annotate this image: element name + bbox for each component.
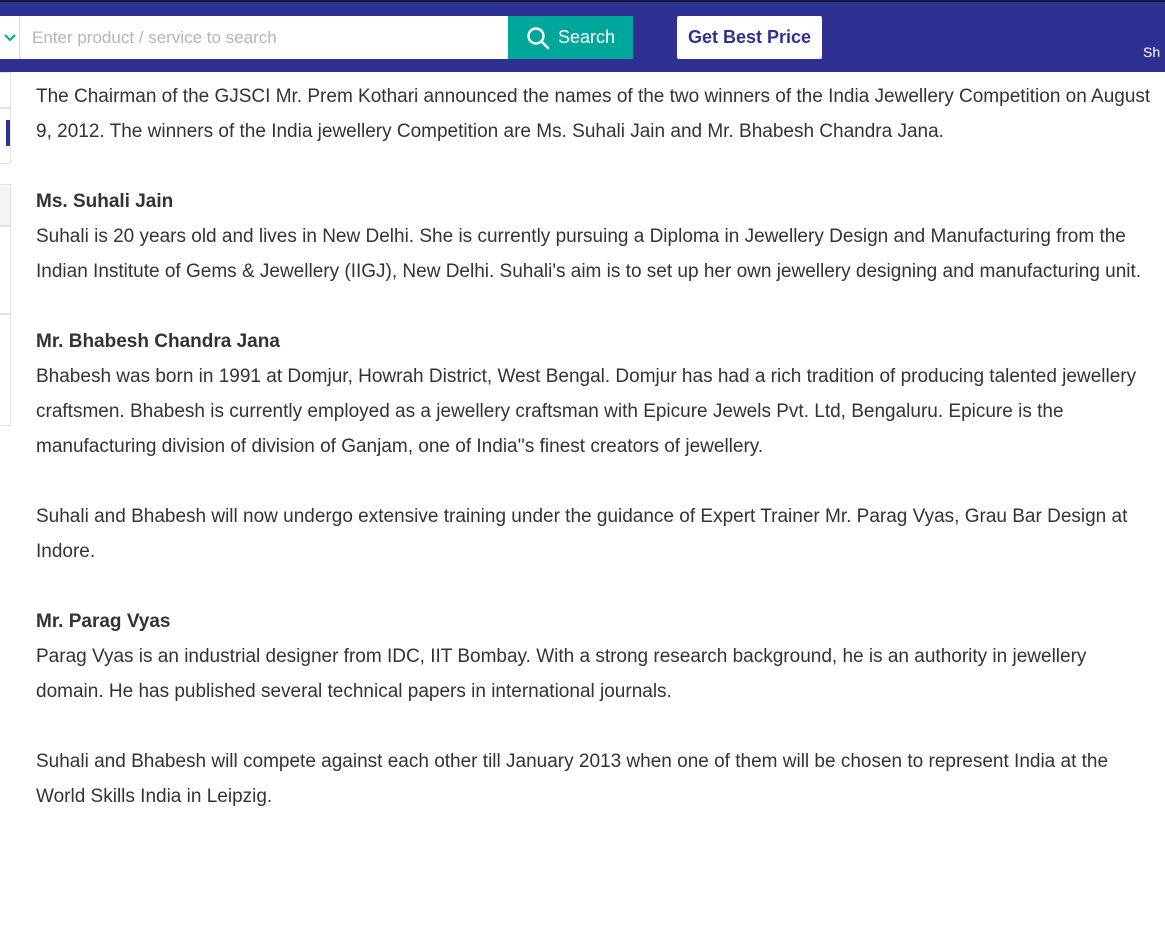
article-closing: Suhali and Bhabesh will compete against each other till January 2013 when one of them will be chosen to represent India at the World Skills India in Leipzig.	[36, 751, 1109, 807]
section-heading-parag: Mr. Parag Vyas	[36, 611, 171, 632]
sidebar-edge-box	[0, 184, 11, 226]
search-icon	[526, 26, 550, 50]
search-bar	[0, 16, 633, 59]
article-section	[36, 324, 1154, 464]
search-button[interactable]	[508, 16, 633, 59]
sidebar-edge	[0, 72, 12, 432]
search-button-label: Search	[557, 27, 616, 47]
sidebar-edge-box	[0, 72, 11, 108]
section-body-parag: Parag Vyas is an industrial designer from IDC, IIT Bombay. With a strong research background, he is an authority in jewellery domain. He has published several technical papers in international journals.	[36, 646, 1087, 702]
sidebar-edge-box[interactable]	[0, 314, 11, 426]
section-heading-suhali: Ms. Suhali Jain	[36, 191, 174, 212]
article-section	[36, 184, 1154, 289]
section-heading-bhabesh: Mr. Bhabesh Chandra Jana	[36, 331, 280, 352]
nav-link-fragment[interactable]: Sh	[1143, 44, 1161, 60]
article-intro: The Chairman of the GJSCI Mr. Prem Kothari announced the names of the two winners of the India Jewellery Competition on August 9, 2012. The winners of the India jewellery Competition are Ms. Suhali Jain and Mr. Bhabesh Chandra Jana.	[36, 86, 1151, 142]
sidebar-edge-box[interactable]	[0, 226, 11, 314]
top-header-bar	[0, 0, 1165, 72]
article-section	[36, 604, 1154, 709]
article-training: Suhali and Bhabesh will now undergo extensive training under the guidance of Expert Trainer Mr. Parag Vyas, Grau Bar Design at Indore.	[36, 506, 1128, 562]
sidebar-active-indicator	[6, 120, 10, 146]
article-body	[36, 79, 1154, 849]
get-best-price-button[interactable]: Get Best Price	[677, 16, 822, 59]
chevron-down-icon	[4, 34, 16, 42]
section-body-suhali: Suhali is 20 years old and lives in New Delhi. She is currently pursuing a Diploma in Jewellery Design and Manufacturing from the Indian Institute of Gems & Jewellery (IIGJ), New Delhi. Suhali's aim is to set up her own jewellery designing and manufacturing unit.	[36, 226, 1142, 282]
category-dropdown[interactable]	[0, 16, 20, 59]
search-input[interactable]	[20, 16, 508, 59]
section-body-bhabesh: Bhabesh was born in 1991 at Domjur, Howrah District, West Bengal. Domjur has had a rich tradition of producing talented jewellery craftsmen. Bhabesh is currently employed as a jewellery craftsman with Epicure Jewels Pvt. Ltd, Bengaluru. Epicure is the manufacturing division of division of Ganjam, one of India''s finest creators of jewellery.	[36, 366, 1137, 457]
